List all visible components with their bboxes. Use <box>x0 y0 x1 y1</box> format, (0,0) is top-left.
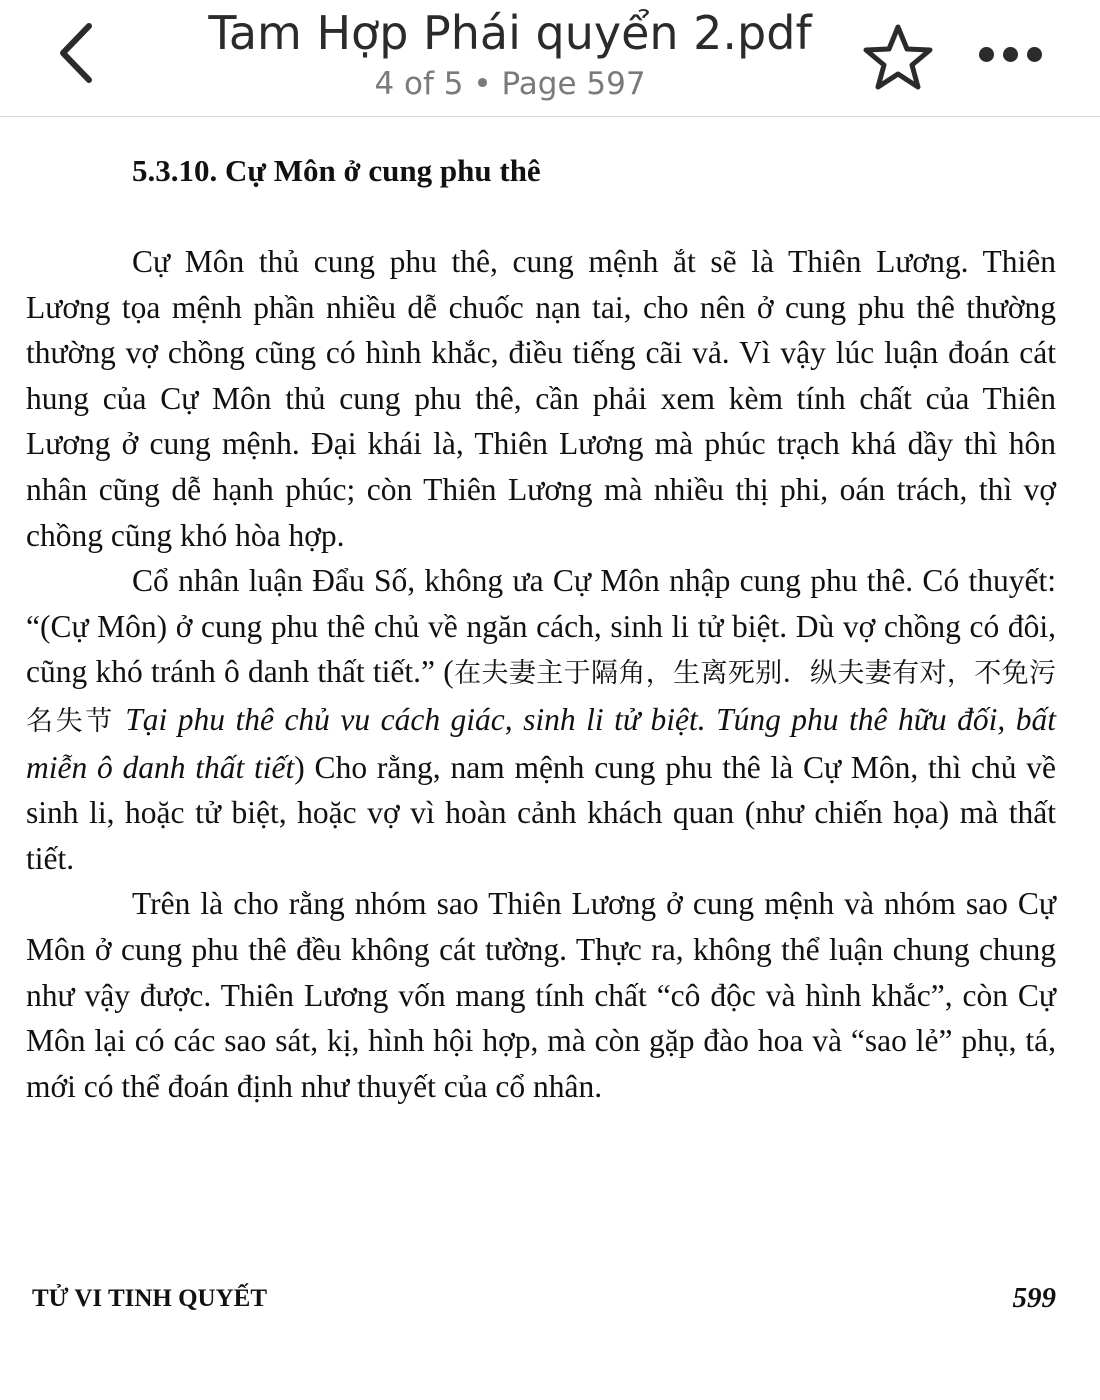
body-text <box>26 239 1056 1109</box>
top-bar <box>0 0 1100 117</box>
title-area <box>150 0 870 104</box>
paragraph-lead: Cổ nhân luận Đẩu Số, không ưa Cự Môn nhập cung phu thê. Có thuyết: “(Cự Môn) ở cung phu thê chủ về ngăn cách, sinh li tử biệt. Dù vợ chồng có đôi, cũng khó tránh ô danh thất tiết.” ( <box>26 563 1056 690</box>
document-title: Tam Hợp Phái quyển 2.pdf <box>208 6 812 60</box>
favorite-button[interactable] <box>862 22 934 92</box>
more-horizontal-icon-dot <box>1027 47 1042 62</box>
more-options-button[interactable] <box>972 30 1048 78</box>
more-horizontal-icon <box>979 47 994 62</box>
paragraph: Trên là cho rằng nhóm sao Thiên Lương ở cung mệnh và nhóm sao Cự Môn ở cung phu thê đều không cát tường. Thực ra, không thể luận chung chung như vậy được. Thiên Lương vốn mang tính chất “cô độc và hình khắc”, còn Cự Môn lại có các sao sát, kị, hình hội hợp, mà còn gặp đào hoa và “sao lẻ” phụ, tá, mới có thể đoán định như thuyết của cổ nhân. <box>26 886 1056 1104</box>
section-heading: 5.3.10. Cự Môn ở cung phu thê <box>132 153 541 188</box>
star-outline-icon <box>862 22 934 92</box>
back-button[interactable] <box>40 18 110 88</box>
chinese-quote: 在夫妻主于隔角，生离死别．纵夫妻有对，不免污名失节 <box>26 658 1056 737</box>
running-footer: TỬ VI TINH QUYẾT <box>32 1285 268 1312</box>
paragraph: Cự Môn thủ cung phu thê, cung mệnh ắt sẽ là Thiên Lương. Thiên Lương tọa mệnh phần nhiều dễ chuốc nạn tai, cho nên ở cung phu thê thường thường vợ chồng cũng có hình khắc, điều tiếng cãi vả. Vì vậy lúc luận đoán cát hung của Cự Môn thủ cung phu thê, cần phải xem kèm tính chất của Thiên Lương ở cung mệnh. Đại khái là, Thiên Lương mà phúc trạch khá dầy thì hôn nhân cũng dễ hạnh phúc; còn Thiên Lương mà nhiều thị phi, oán trách, thì vợ chồng cũng khó hòa hợp. <box>26 244 1056 553</box>
paragraph <box>26 558 1056 881</box>
paragraph-tail: ) Cho rằng, nam mệnh cung phu thê là Cự Môn, thì chủ về sinh li, hoặc tử biệt, hoặc vợ vì hoàn cảnh khách quan (như chiến họa) mà thất tiết. <box>26 749 1056 876</box>
page-indicator: 4 of 5 • Page 597 <box>374 66 646 102</box>
chevron-left-icon <box>55 20 95 86</box>
transliteration: Tại phu thê chủ vu cách giác, sinh li tử biệt. Túng phu thê hữu đối, bất miễn ô danh thất tiết <box>26 701 1056 785</box>
pdf-page[interactable] <box>0 117 1100 1400</box>
page-number: 599 <box>1012 1282 1056 1314</box>
more-horizontal-icon-dot <box>1003 47 1018 62</box>
